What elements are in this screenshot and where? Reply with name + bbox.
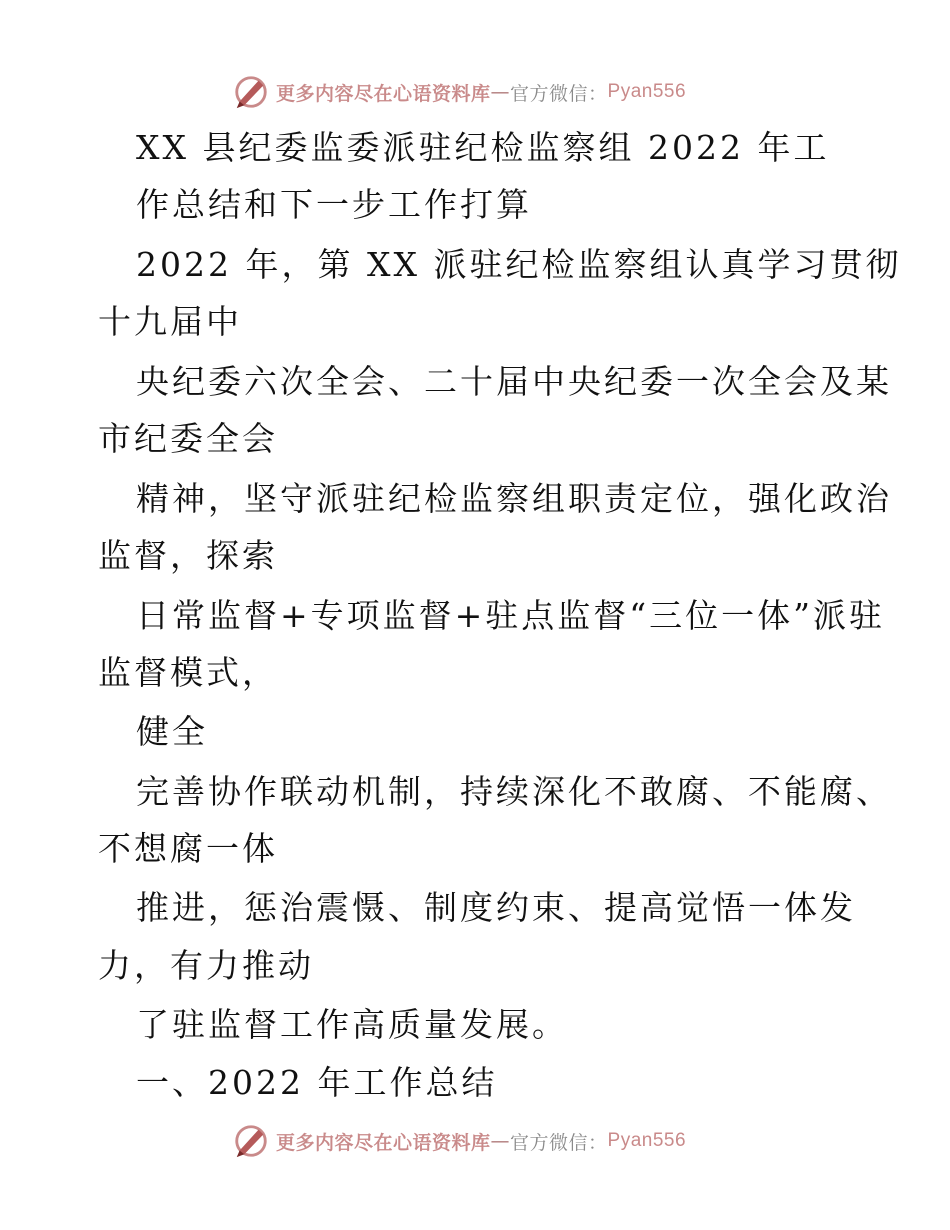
doc-paragraph-line: 日常监督+专项监督+驻点监督“三位一体”派驻	[136, 596, 886, 635]
watermark-separator: —	[490, 1130, 511, 1152]
doc-paragraph-line: 健全	[136, 712, 208, 751]
doc-paragraph-line: 监督模式，	[98, 653, 278, 692]
watermark-wechat-id: Pyan556	[607, 1130, 687, 1151]
doc-paragraph-line: 2022 年，第 XX 派驻纪检监察组认真学习贯彻	[136, 245, 902, 284]
doc-paragraph-line: 了驻监督工作高质量发展。	[136, 1005, 568, 1044]
watermark-separator: —	[490, 81, 511, 103]
watermark-header	[232, 72, 686, 112]
pen-logo-icon	[232, 1122, 270, 1160]
watermark-label: 官方微信：	[510, 1131, 608, 1154]
watermark-main-text: 更多内容尽在心语资料库	[276, 82, 491, 105]
doc-paragraph-line: 十九届中	[98, 302, 242, 341]
doc-section-heading: 一、2022 年工作总结	[136, 1063, 498, 1102]
watermark-label: 官方微信：	[510, 82, 608, 105]
watermark-main-text: 更多内容尽在心语资料库	[276, 1131, 491, 1154]
doc-paragraph-line: 监督，探索	[98, 536, 278, 575]
doc-paragraph-line: 市纪委全会	[98, 419, 278, 458]
doc-paragraph-line: 央纪委六次全会、二十届中央纪委一次全会及某	[136, 362, 892, 401]
pen-logo-icon	[232, 73, 270, 111]
watermark-footer	[232, 1121, 686, 1161]
doc-title-line-1: XX 县纪委监委派驻纪检监察组 2022 年工	[136, 128, 830, 167]
doc-paragraph-line: 不想腐一体	[98, 829, 278, 868]
doc-paragraph-line: 精神，坚守派驻纪检监察组职责定位，强化政治	[136, 479, 892, 518]
doc-paragraph-line: 推进，惩治震慑、制度约束、提高觉悟一体发	[136, 888, 856, 927]
doc-paragraph-line: 完善协作联动机制，持续深化不敢腐、不能腐、	[136, 772, 892, 811]
doc-title-line-2: 作总结和下一步工作打算	[136, 185, 532, 224]
watermark-wechat-id: Pyan556	[607, 81, 687, 102]
doc-paragraph-line: 力，有力推动	[98, 946, 314, 985]
